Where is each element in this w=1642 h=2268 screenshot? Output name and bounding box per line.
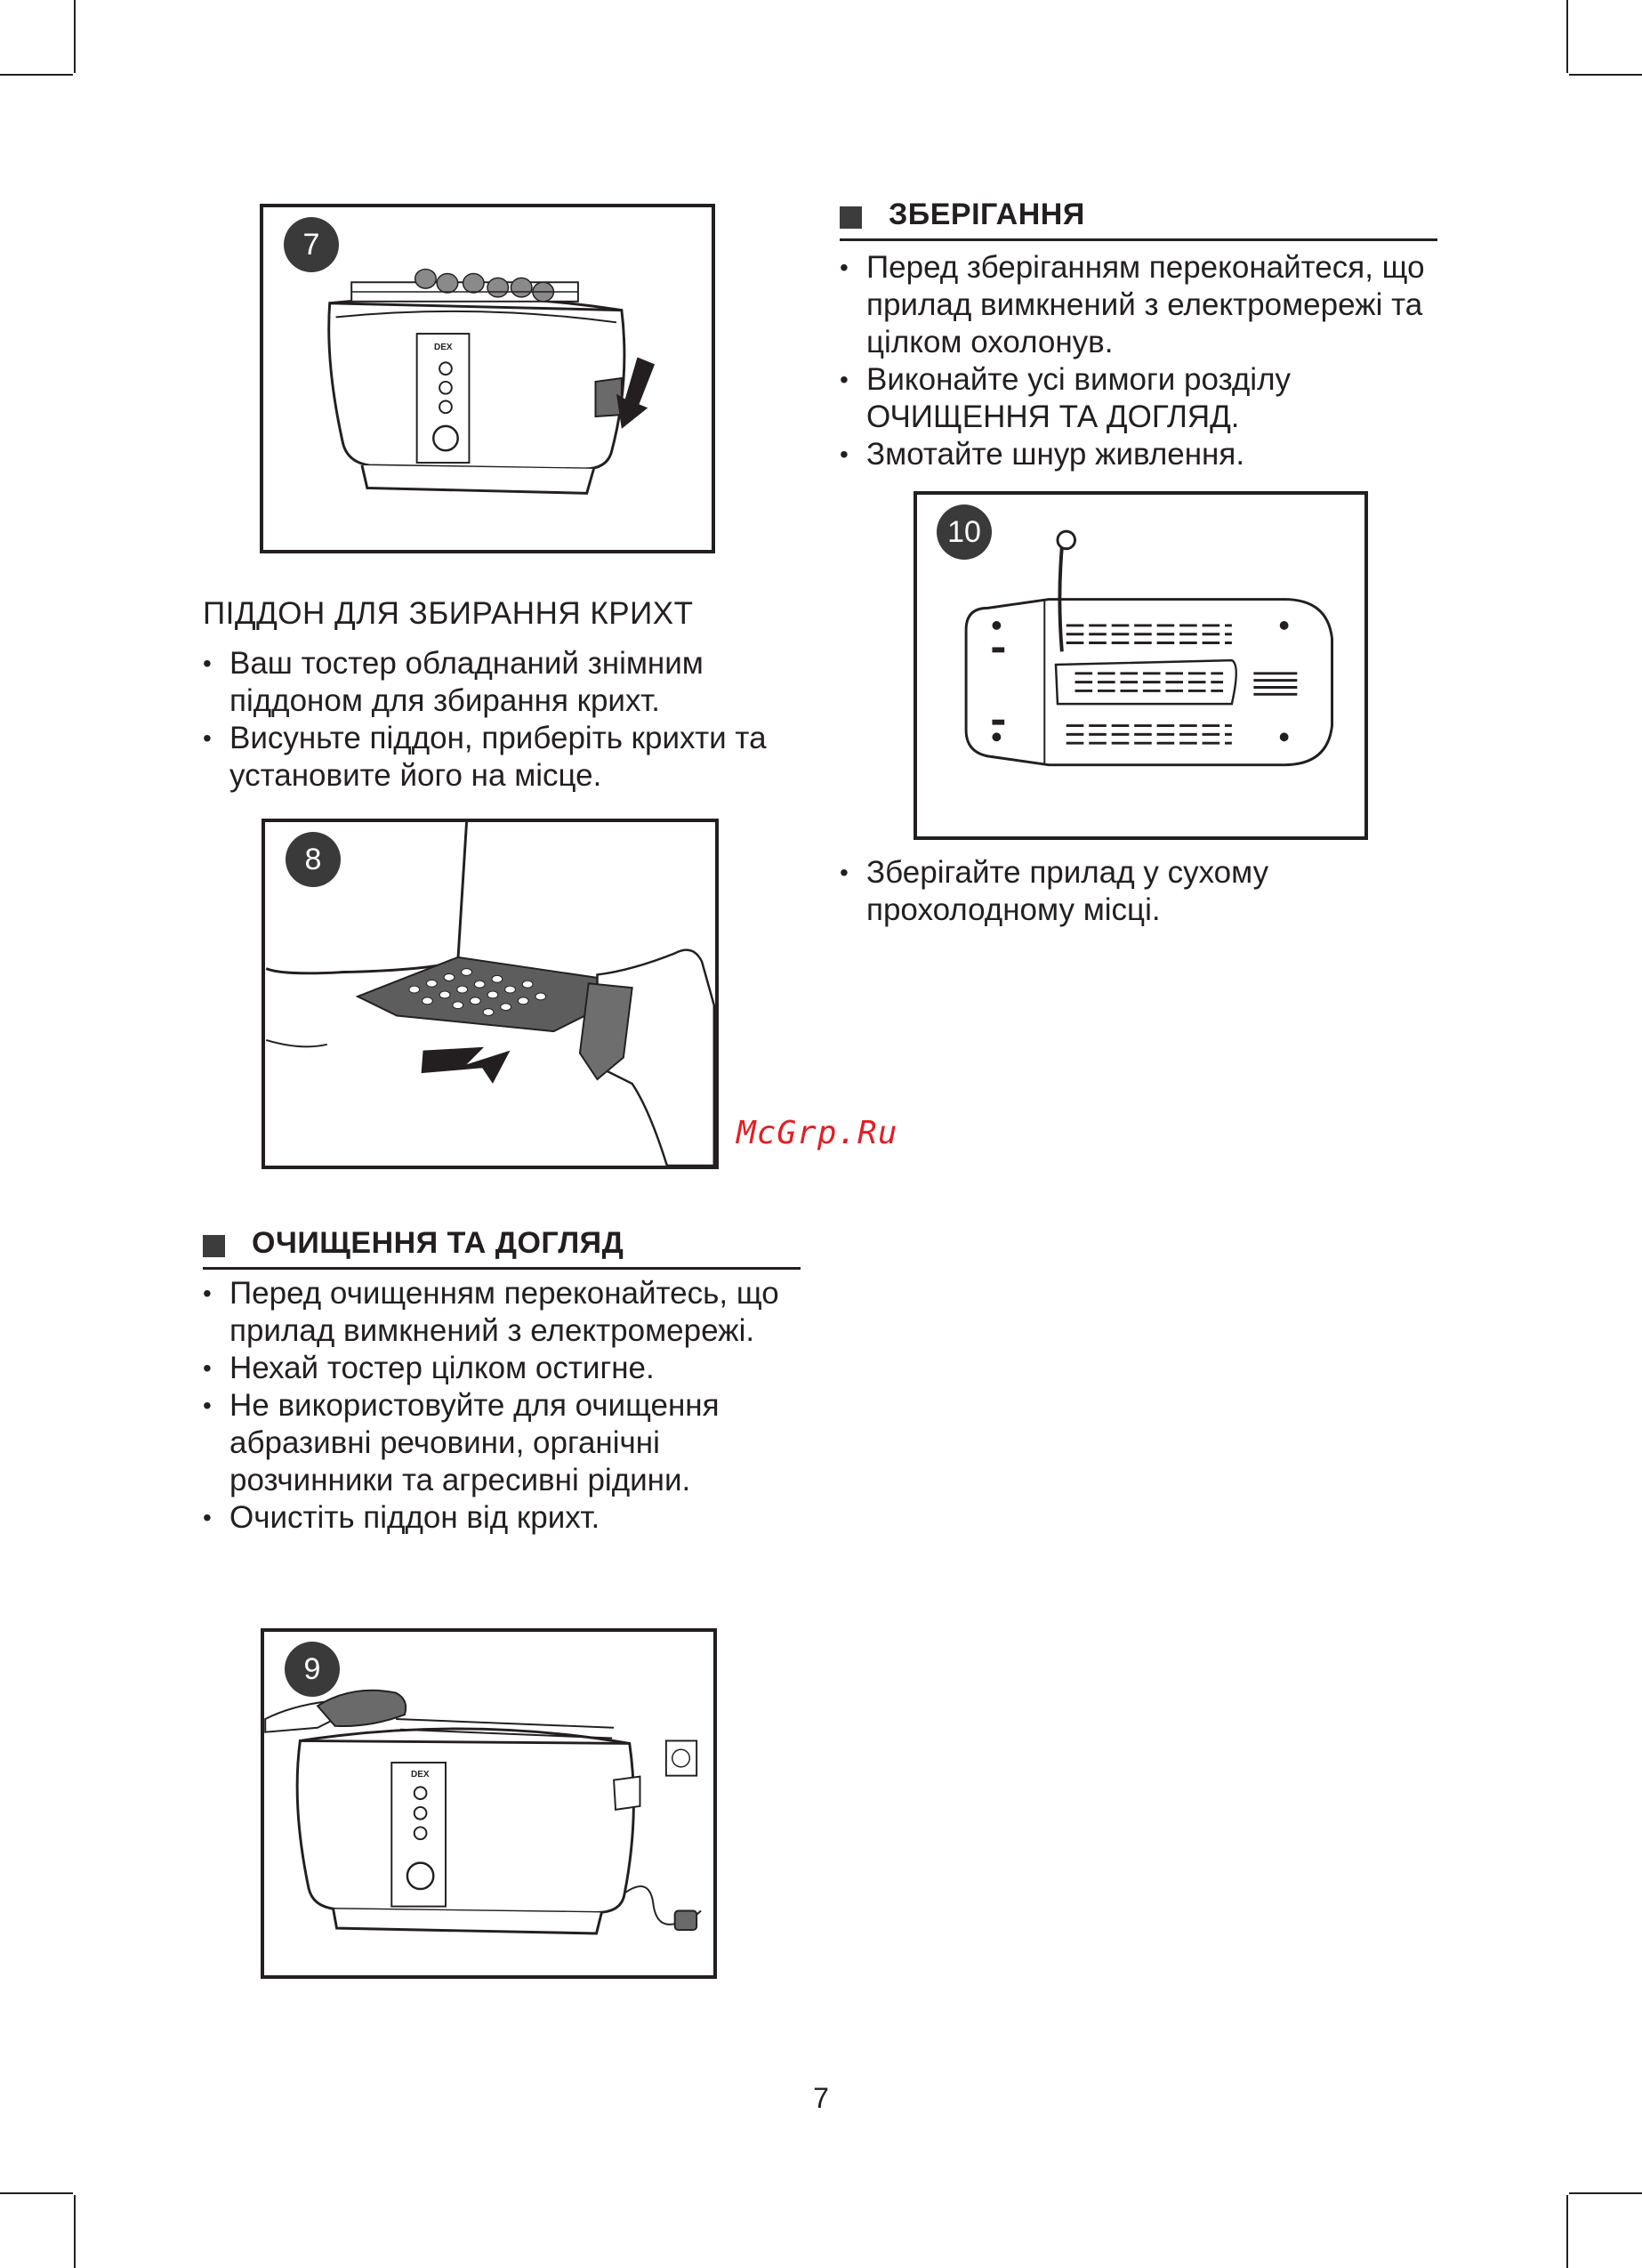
list-item: • Не використовуйте для очищення абразивні речовини, органічні розчинники та агресивні рідини. (203, 1387, 799, 1499)
list-item: • Очистіть піддон від крихт. (203, 1499, 817, 1537)
figure-10-cord-storage (914, 491, 1368, 840)
crumb-tray-heading: ПІДДОН ДЛЯ ЗБИРАННЯ КРИХТ (203, 596, 694, 631)
list-item: • Ваш тостер обладнаний знімним піддоном для збирання крихт. (203, 645, 817, 720)
figure-7-toaster-crumb-tray (260, 204, 715, 553)
list-item: • Виконайте усі вимоги розділу ОЧИЩЕННЯ ТА ДОГЛЯД. (840, 361, 1338, 436)
toaster-bottom-illustration (917, 495, 1364, 836)
figure-9-wiping-toaster (261, 1628, 717, 1979)
list-item: • Перед очищенням переконайтесь, що прилад вимкнений з електромережі. (203, 1275, 799, 1350)
storage-section-header (840, 194, 1437, 241)
toaster-cleaning-illustration (264, 1632, 713, 1975)
cleaning-section-header (203, 1223, 801, 1270)
list-item: • Нехай тостер цілком остигне. (203, 1350, 817, 1387)
crop-mark-bottom-left-h (0, 2192, 73, 2194)
power-plug-icon (675, 1911, 696, 1931)
list-item: • Змотайте шнур живлення. (840, 436, 1453, 473)
toaster-illustration (263, 207, 712, 550)
storage-final-list (840, 854, 1453, 929)
crumb-tray-illustration (265, 822, 715, 1166)
list-item: • Зберігайте прилад у сухому прохолодному місці. (840, 854, 1329, 929)
crumb-tray-list (203, 645, 817, 795)
cleaning-section-title: ОЧИЩЕННЯ ТА ДОГЛЯД (252, 1226, 624, 1260)
page-number: 7 (813, 2082, 829, 2114)
figure-8-removing-crumb-tray (262, 819, 719, 1169)
list-item: • Висуньте піддон, приберіть крихти та установите його на місце. (203, 720, 817, 795)
figure-number-8: 8 (286, 832, 341, 887)
crop-mark-top-left-h (0, 74, 73, 76)
brand-label: DEX (434, 343, 453, 352)
figure-number-10: 10 (937, 504, 992, 560)
watermark[interactable]: McGrp.Ru (736, 1115, 898, 1151)
storage-section-title: ЗБЕРІГАННЯ (889, 198, 1085, 231)
list-item: • Перед зберіганням переконайтеся, що прилад вимкнений з електромережі та цілком охолонув. (840, 249, 1453, 361)
crop-mark-bottom-left-v (74, 2195, 76, 2268)
section-marker-icon (203, 1235, 225, 1257)
crop-mark-top-right-v (1566, 0, 1568, 73)
crop-mark-top-left-v (74, 0, 76, 73)
crop-mark-bottom-right-v (1566, 2195, 1568, 2268)
section-marker-icon (840, 206, 862, 229)
figure-number-7: 7 (284, 217, 339, 272)
crop-mark-bottom-right-h (1569, 2192, 1642, 2194)
figure-number-9: 9 (285, 1642, 340, 1697)
cleaning-list (203, 1275, 817, 1537)
wall-socket-icon (666, 1740, 696, 1775)
storage-list (840, 249, 1453, 473)
brand-label: DEX (411, 1770, 430, 1780)
crop-mark-top-right-h (1569, 74, 1642, 76)
